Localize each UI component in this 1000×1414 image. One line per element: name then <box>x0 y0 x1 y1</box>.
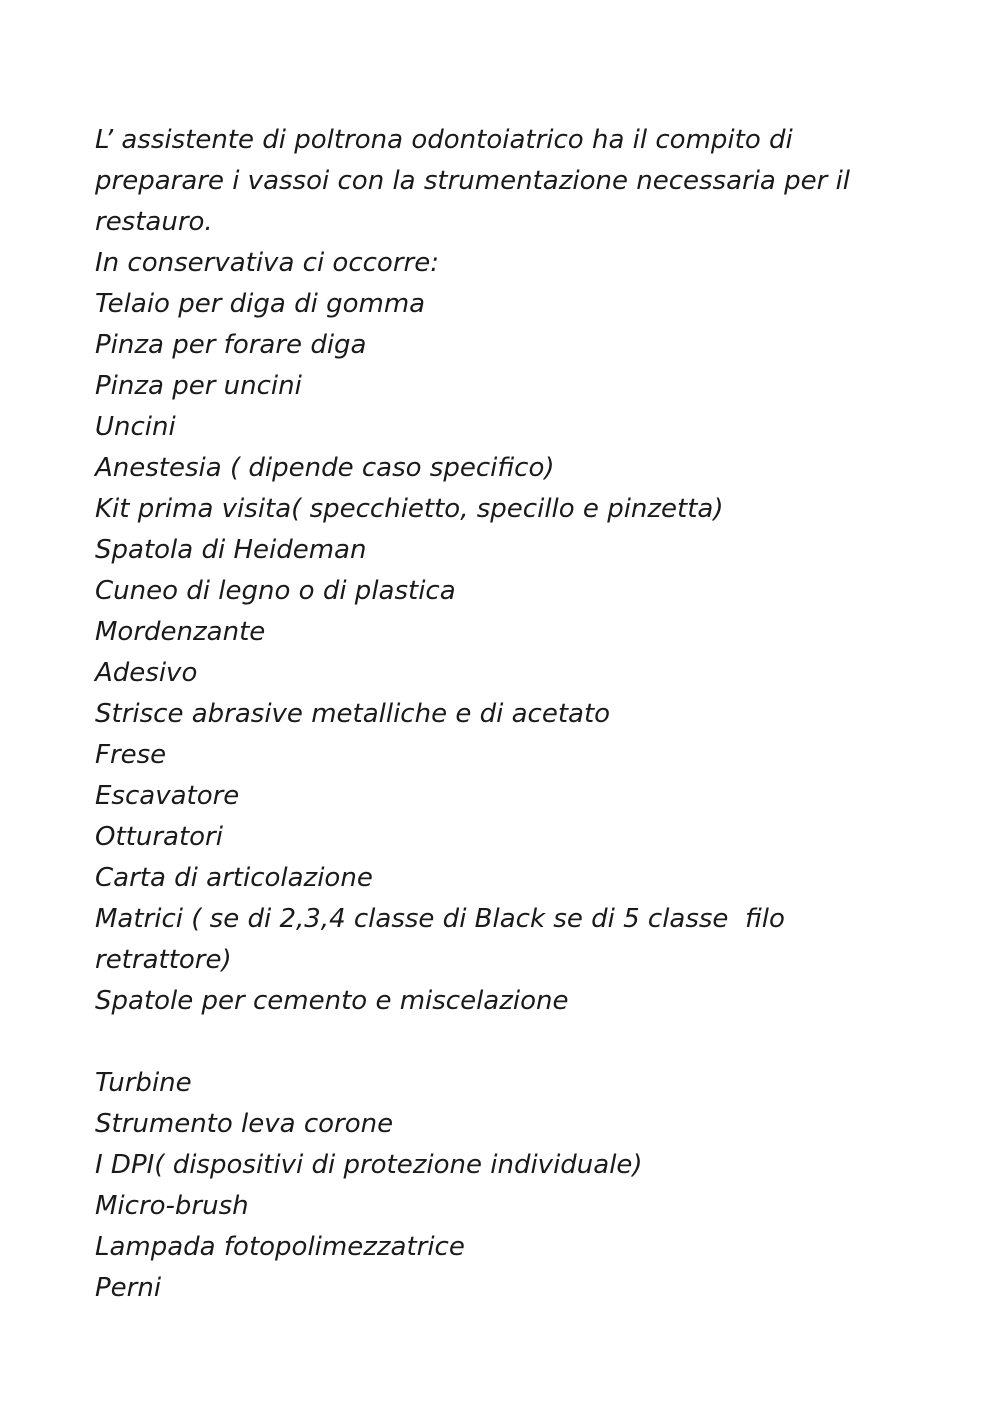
list-item: Pinza per forare diga <box>95 330 367 360</box>
list-item: Mordenzante <box>95 617 266 647</box>
intro-line: preparare i vassoi con la strumentazione necessaria per il <box>95 166 851 196</box>
paragraph-spacer <box>95 1022 895 1063</box>
list-item: Telaio per diga di gomma <box>95 289 426 319</box>
list-item: Adesivo <box>95 658 198 688</box>
list-item: Otturatori <box>95 822 223 852</box>
list-item: Turbine <box>95 1068 192 1098</box>
list-item: Strisce abrasive metalliche e di acetato <box>95 699 611 729</box>
list-item: Spatole per cemento e miscelazione <box>95 986 569 1016</box>
intro-line: In conservativa ci occorre: <box>95 248 439 278</box>
list-item: Carta di articolazione <box>95 863 373 893</box>
list-item: Frese <box>95 740 167 770</box>
list-item: Kit prima visita( specchietto, specillo e pinzetta) <box>95 494 724 524</box>
list-item: Anestesia ( dipende caso specifico) <box>95 453 555 483</box>
list-item: I DPI( dispositivi di protezione individuale) <box>95 1150 643 1180</box>
list-item: Spatola di Heideman <box>95 535 367 565</box>
list-item: Pinza per uncini <box>95 371 302 401</box>
intro-line: restauro. <box>95 207 213 237</box>
list-item: Lampada fotopolimezzatrice <box>95 1232 465 1262</box>
list-item: Strumento leva corone <box>95 1109 394 1139</box>
list-item: Matrici ( se di 2,3,4 classe di Black se di 5 classe filo <box>95 904 785 934</box>
list-item: Perni <box>95 1273 162 1303</box>
document-body <box>95 120 895 1309</box>
list-item: Uncini <box>95 412 176 442</box>
list-item: Escavatore <box>95 781 240 811</box>
intro-line: L’ assistente di poltrona odontoiatrico ha il compito di <box>95 125 793 155</box>
list-item: Cuneo di legno o di plastica <box>95 576 456 606</box>
list-item: Micro-brush <box>95 1191 249 1221</box>
list-item: retrattore) <box>95 945 232 975</box>
